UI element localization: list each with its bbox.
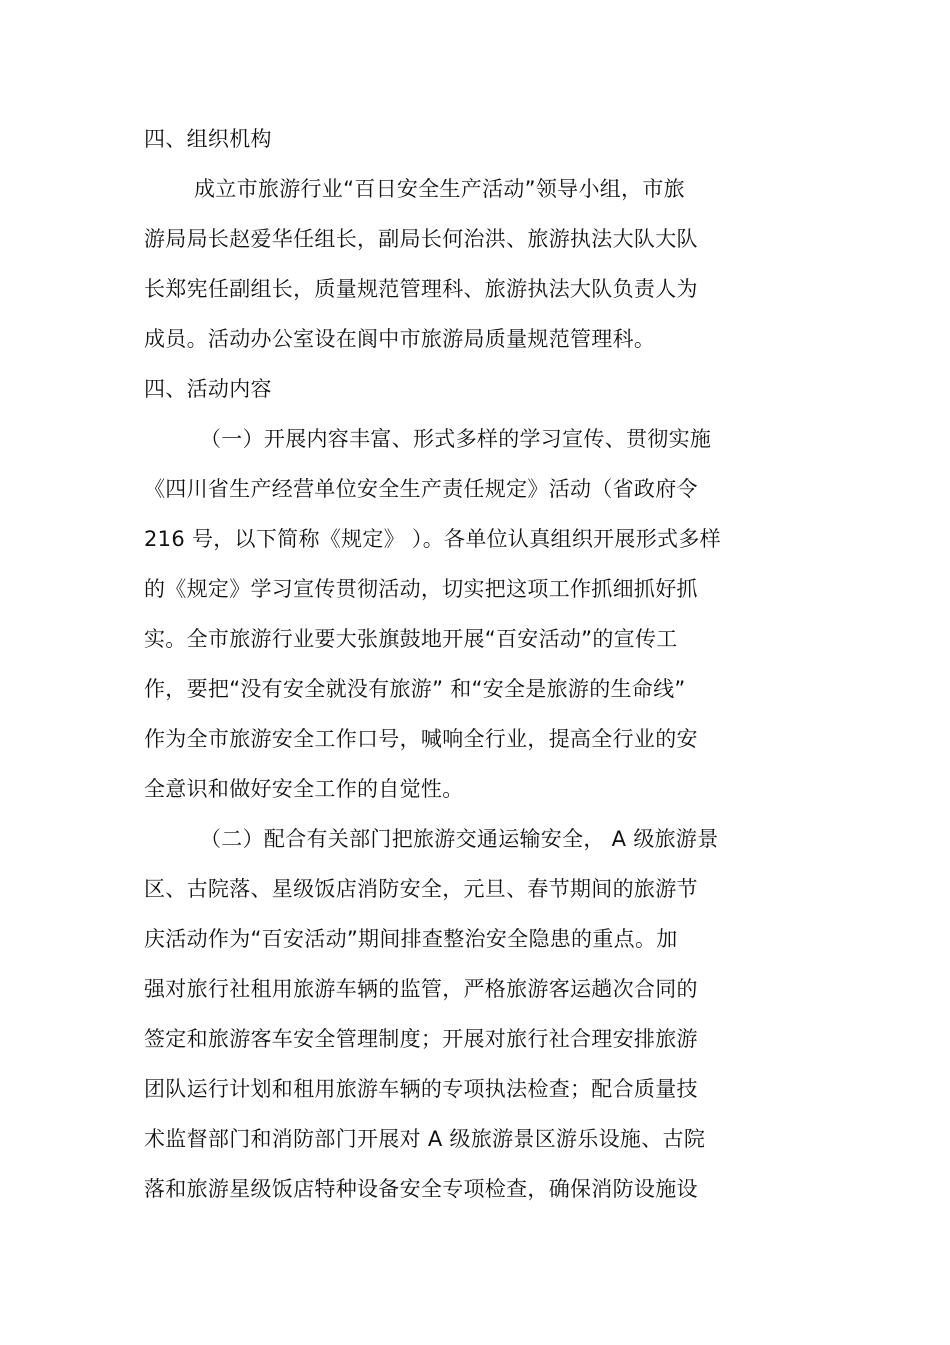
paragraph-line: 落和旅游星级饭店特种设备安全专项检查，确保消防设施设 (144, 1177, 698, 1201)
paragraph-line: （二）配合有关部门把旅游交通运输安全， A 级旅游景 (200, 827, 719, 851)
section-heading: 四、组织机构 (144, 127, 272, 151)
paragraph-line: （一）开展内容丰富、形式多样的学习宣传、贯彻实施 (200, 427, 712, 451)
paragraph-line: 实。全市旅游行业要大张旗鼓地开展“百安活动”的宣传工 (144, 627, 678, 651)
paragraph-line: 216 号，以下简称《规定》 ）。各单位认真组织开展形式多样 (144, 527, 721, 551)
paragraph-line: 作为全市旅游安全工作口号，喊响全行业，提高全行业的安 (144, 727, 698, 751)
paragraph-line: 庆活动作为“百安活动”期间排查整治安全隐患的重点。加 (144, 927, 678, 951)
paragraph-line: 游局局长赵爱华任组长，副局长何治洪、旅游执法大队大队 (144, 227, 698, 251)
paragraph-line: 签定和旅游客车安全管理制度；开展对旅行社合理安排旅游 (144, 1027, 698, 1051)
paragraph-line: 术监督部门和消防部门开展对 A 级旅游景区游乐设施、古院 (144, 1127, 706, 1151)
paragraph-line: 《四川省生产经营单位安全生产责任规定》活动（省政府令 (144, 477, 698, 501)
section-heading: 四、活动内容 (144, 377, 272, 401)
paragraph-line: 成员。活动办公室设在阆中市旅游局质量规范管理科。 (144, 327, 656, 351)
paragraph-line: 全意识和做好安全工作的自觉性。 (144, 777, 464, 801)
paragraph-line: 的《规定》学习宣传贯彻活动，切实把这项工作抓细抓好抓 (144, 577, 698, 601)
paragraph-line: 作，要把“没有安全就没有旅游” 和“安全是旅游的生命线” (144, 677, 686, 701)
paragraph-line: 区、古院落、星级饭店消防安全，元旦、春节期间的旅游节 (144, 877, 698, 901)
paragraph-line: 成立市旅游行业“百日安全生产活动”领导小组，市旅 (194, 177, 685, 201)
paragraph-line: 团队运行计划和租用旅游车辆的专项执法检查；配合质量技 (144, 1077, 698, 1101)
paragraph-line: 长郑宪任副组长，质量规范管理科、旅游执法大队负责人为 (144, 277, 698, 301)
paragraph-line: 强对旅行社租用旅游车辆的监管，严格旅游客运趟次合同的 (144, 977, 698, 1001)
